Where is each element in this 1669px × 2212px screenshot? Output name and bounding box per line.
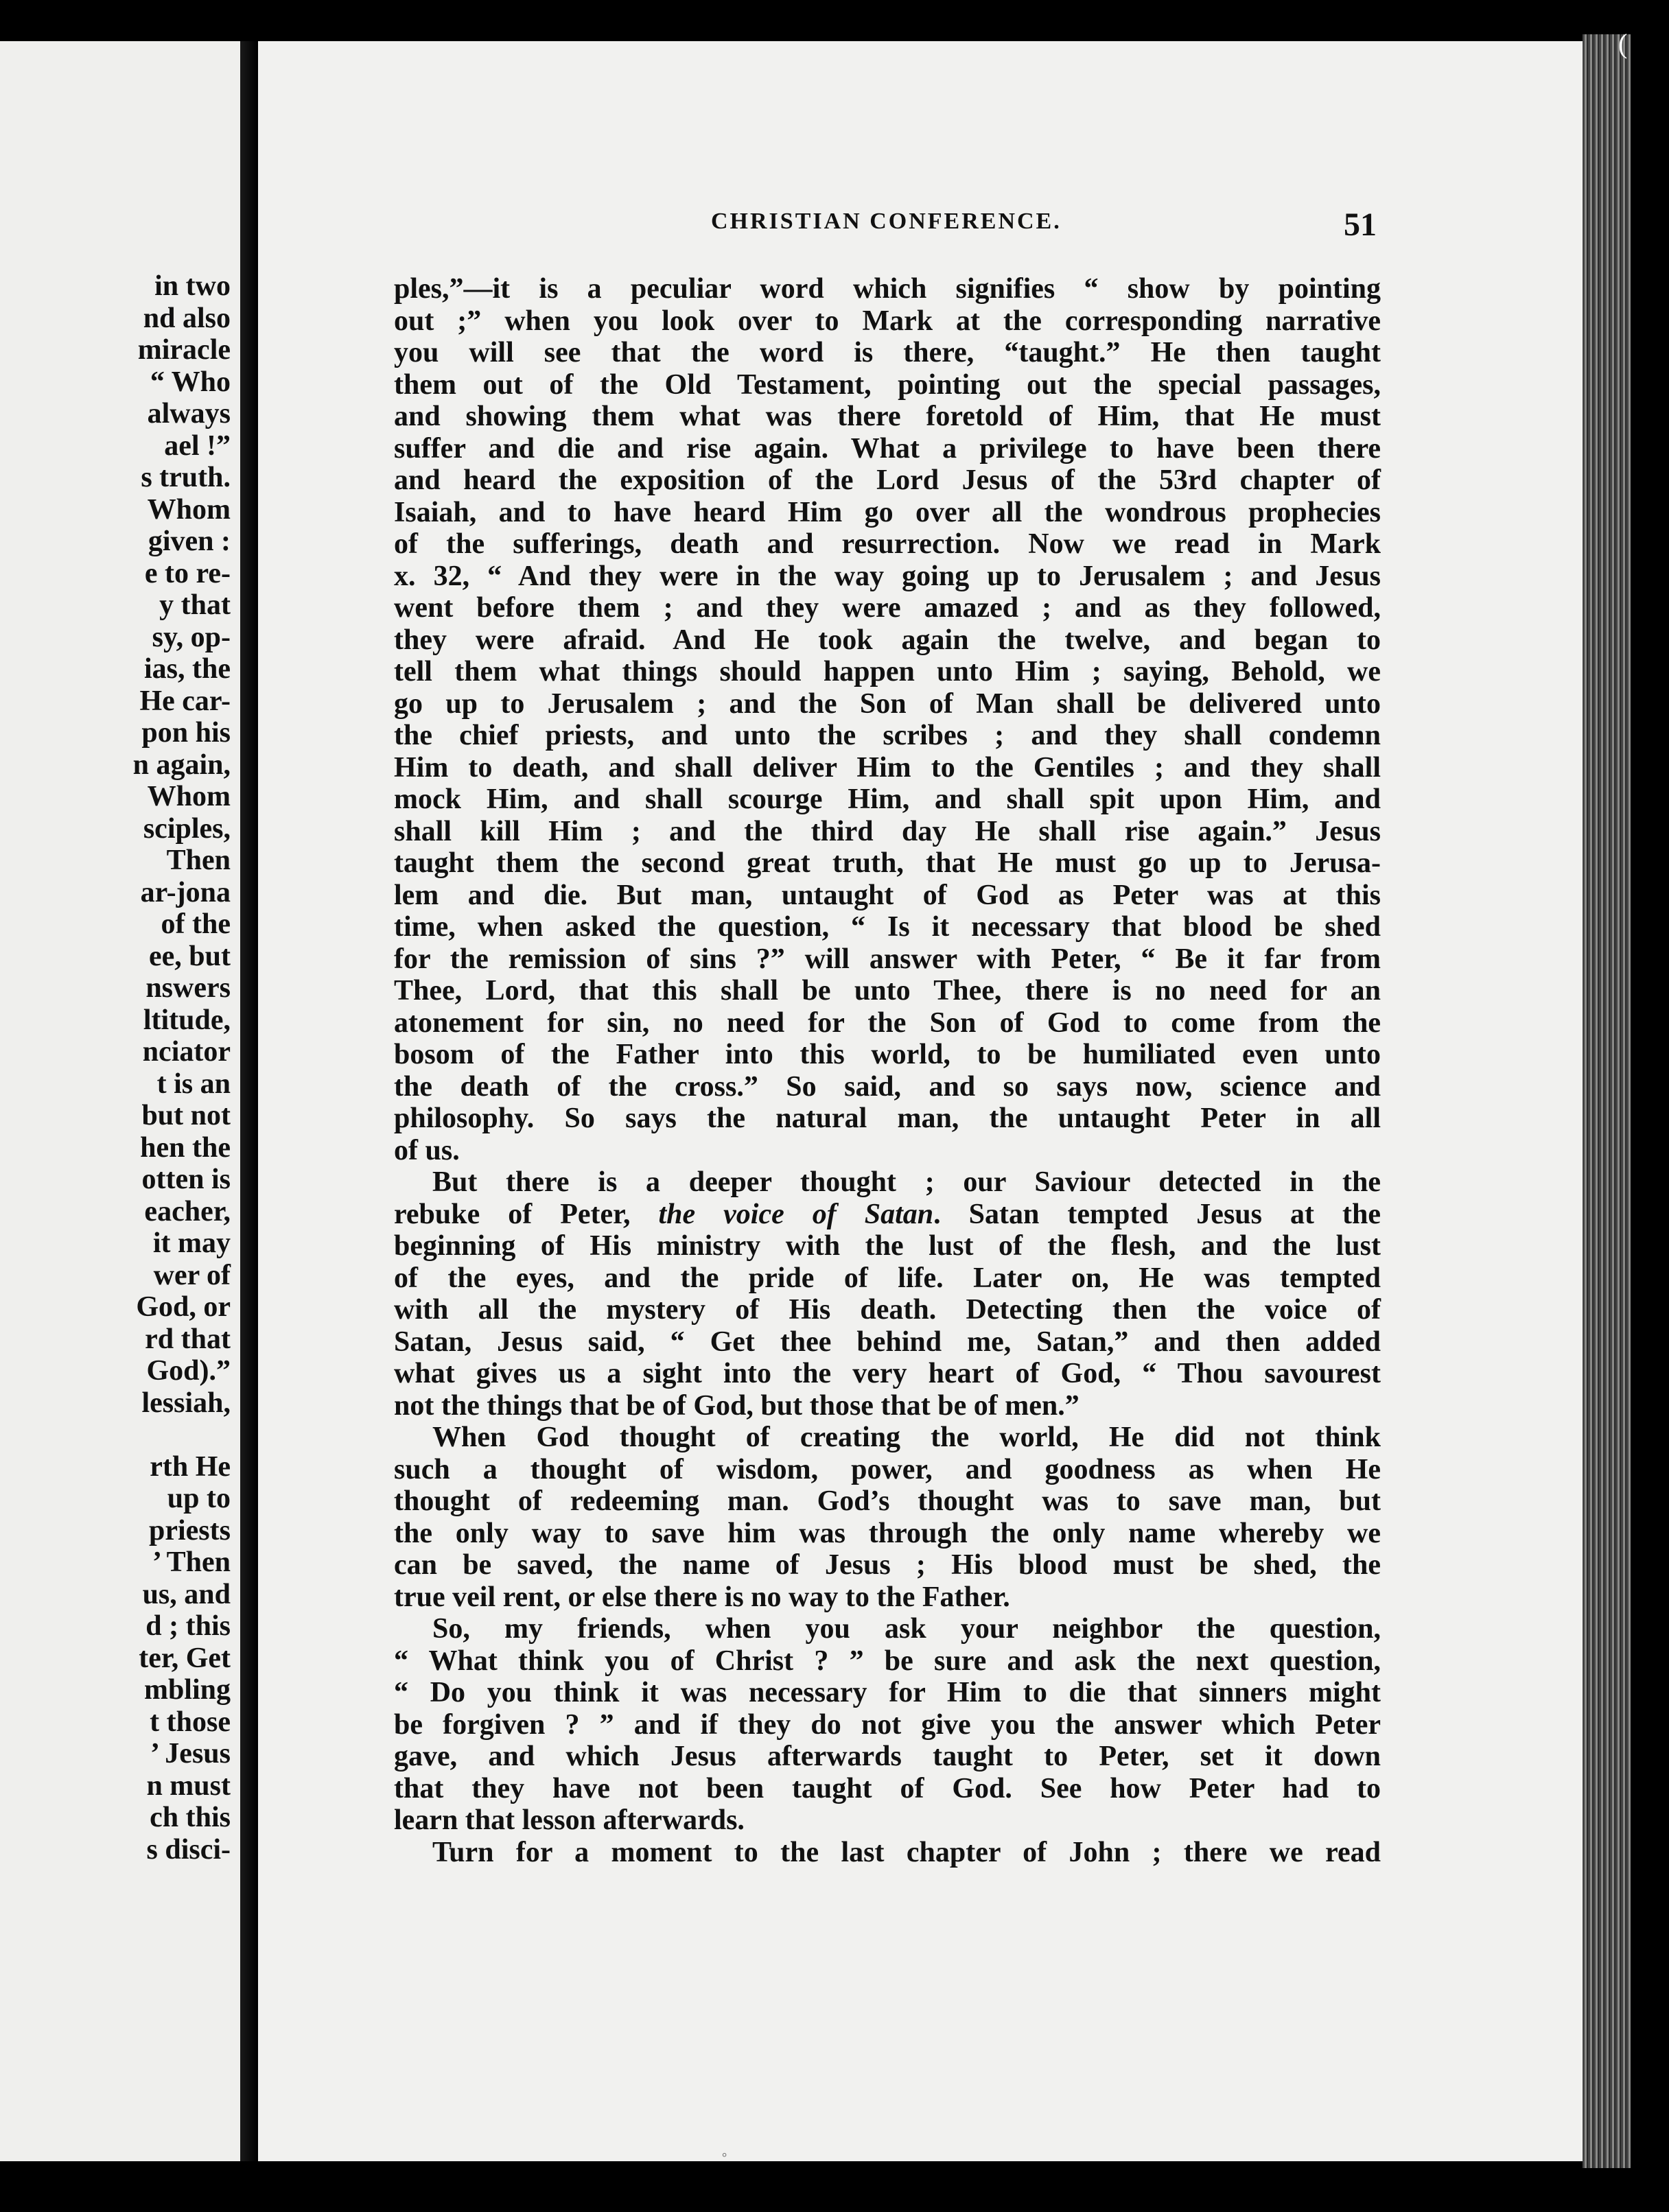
- fragment-line: rd that: [145, 1323, 231, 1355]
- fragment-line: ael !”: [164, 430, 231, 462]
- text-line: went before them ; and they were amazed ; and as they followed,: [394, 592, 1381, 624]
- text-line: the only way to save him was through the only name whereby we: [394, 1517, 1381, 1549]
- fragment-line: mbling: [143, 1674, 231, 1706]
- page-number: 51: [1344, 207, 1377, 243]
- text-line: “ What think you of Christ ? ” be sure and ask the next question,: [394, 1645, 1381, 1677]
- text-line: and heard the exposition of the Lord Jesus of the 53rd chapter of: [394, 464, 1381, 496]
- scan-mark: °: [722, 2150, 727, 2164]
- fragment-line: lessiah,: [141, 1387, 231, 1419]
- text-line: bosom of the Father into this world, to be humiliated even unto: [394, 1039, 1381, 1070]
- fragment-line: ltitude,: [143, 1004, 231, 1036]
- text-line: Satan, Jesus said, “ Get thee behind me, Satan,” and then added: [394, 1326, 1381, 1358]
- fragment-line: otten is: [141, 1164, 231, 1195]
- fragment-line: rth He: [150, 1450, 231, 1483]
- text-line: what gives us a sight into the very heart of God, “ Thou savourest: [394, 1358, 1381, 1389]
- text-line: time, when asked the question, “ Is it necessary that blood be shed: [394, 911, 1381, 943]
- fragment-line: t is an: [156, 1068, 231, 1100]
- text-line: go up to Jerusalem ; and the Son of Man shall be delivered unto: [394, 687, 1381, 720]
- text-line: be forgiven ? ” and if they do not give you the answer which Peter: [394, 1708, 1381, 1741]
- fragment-line: but not: [141, 1100, 231, 1131]
- running-title: CHRISTIAN CONFERENCE.: [711, 209, 1062, 234]
- fragment-line: ’ Jesus: [150, 1738, 231, 1769]
- corner-mark: (: [1618, 28, 1628, 59]
- text-line: Him to death, and shall deliver Him to the Gentiles ; and they shall: [394, 751, 1381, 784]
- text-line: of the sufferings, death and resurrection. Now we read in Mark: [394, 528, 1381, 560]
- fragment-line: ’ Then: [152, 1546, 231, 1578]
- text-line: the death of the cross.” So said, and so says now, science and: [394, 1070, 1381, 1103]
- fragment-line: nciator: [142, 1036, 231, 1068]
- fragment-line: God).”: [146, 1355, 231, 1387]
- text-line: learn that lesson afterwards.: [394, 1804, 745, 1836]
- fragment-line: us, and: [142, 1578, 231, 1610]
- facing-page-fragment: [0, 41, 240, 2161]
- fragment-line: sy, op-: [152, 621, 231, 653]
- text-line: gave, and which Jesus afterwards taught to Peter, set it down: [394, 1741, 1381, 1772]
- text-line: not the things that be of God, but those that be of men.”: [394, 1389, 1079, 1422]
- text-line: for the remission of sins ?” will answer with Peter, “ Be it far from: [394, 943, 1381, 975]
- text-line: taught them the second great truth, that He must go up to Jerusa-: [394, 847, 1381, 879]
- text-line: rebuke of Peter, the voice of Satan. Satan tempted Jesus at the: [394, 1198, 1381, 1230]
- text-line: with all the mystery of His death. Detecting then the voice of: [394, 1294, 1381, 1326]
- fragment-line: always: [147, 398, 231, 430]
- text-line: mock Him, and shall scourge Him, and shall spit upon Him, and: [394, 784, 1381, 815]
- fragment-line: y that: [159, 589, 231, 621]
- text-line: you will see that the word is there, “taught.” He then taught: [394, 337, 1381, 368]
- fragment-line: nswers: [145, 972, 231, 1004]
- fragment-line: “ Who: [150, 366, 231, 398]
- text-line: out ;” when you look over to Mark at the corresponding narrative: [394, 305, 1381, 337]
- fragment-line: priests: [149, 1514, 231, 1546]
- fragment-line: d ; this: [145, 1610, 231, 1642]
- text-line: can be saved, the name of Jesus ; His blood must be shed, the: [394, 1549, 1381, 1581]
- text-line: “ Do you think it was necessary for Him to die that sinners might: [394, 1677, 1381, 1708]
- text-line: ples,”—it is a peculiar word which signifies “ show by pointing: [394, 273, 1381, 305]
- fragment-line: it may: [152, 1227, 231, 1259]
- fragment-line: ch this: [150, 1802, 231, 1833]
- text-line: thought of redeeming man. God’s thought was to save man, but: [394, 1485, 1381, 1517]
- text-line: and showing them what was there foretold of Him, that He must: [394, 401, 1381, 432]
- text-line: suffer and die and rise again. What a privilege to have been there: [394, 432, 1381, 464]
- fragment-line: ias, the: [144, 653, 231, 685]
- fragment-line: s disci-: [146, 1833, 231, 1866]
- fragment-line: in two: [154, 270, 231, 302]
- text-line: Isaiah, and to have heard Him go over all the wondrous prophecies: [394, 496, 1381, 528]
- text-line: that they have not been taught of God. See how Peter had to: [394, 1772, 1381, 1804]
- text-line: of the eyes, and the pride of life. Later on, He was tempted: [394, 1262, 1381, 1294]
- book-gutter: [240, 41, 258, 2161]
- fragment-line: sciples,: [143, 812, 231, 845]
- text-line: they were afraid. And He took again the twelve, and began to: [394, 624, 1381, 656]
- text-line: Thee, Lord, that this shall be unto Thee, there is no need for an: [394, 975, 1381, 1007]
- fragment-line: e to re-: [144, 557, 231, 589]
- text-line: true veil rent, or else there is no way to the Father.: [394, 1581, 1010, 1613]
- text-line: x. 32, “ And they were in the way going up to Jerusalem ; and Jesus: [394, 560, 1381, 592]
- fragment-line: ar-jona: [140, 876, 231, 908]
- fragment-line: hen the: [140, 1131, 231, 1164]
- text-line: the chief priests, and unto the scribes ; and they shall condemn: [394, 720, 1381, 751]
- text-line: But there is a deeper thought ; our Saviour detected in the: [432, 1166, 1381, 1198]
- fragment-line: given :: [148, 526, 231, 557]
- text-line: shall kill Him ; and the third day He shall rise again.” Jesus: [394, 815, 1381, 847]
- fragment-line: n again,: [132, 749, 231, 781]
- text-line: So, my friends, when you ask your neighbor the question,: [432, 1613, 1381, 1645]
- fragment-line: God, or: [136, 1291, 231, 1323]
- fragment-line: t those: [150, 1706, 231, 1738]
- fragment-line: eacher,: [144, 1195, 231, 1227]
- fragment-line: nd also: [143, 302, 231, 334]
- fragment-line: of the: [161, 908, 231, 940]
- text-line: such a thought of wisdom, power, and goodness as when He: [394, 1453, 1381, 1485]
- text-line: philosophy. So says the natural man, the untaught Peter in all: [394, 1103, 1381, 1134]
- text-line: them out of the Old Testament, pointing out the special passages,: [394, 368, 1381, 401]
- fragment-line: ter, Get: [139, 1642, 231, 1674]
- page-edges: [1583, 34, 1631, 2168]
- text-line: lem and die. But man, untaught of God as Peter was at this: [394, 879, 1381, 911]
- fragment-line: s truth.: [141, 462, 231, 493]
- text-line: beginning of His ministry with the lust of the flesh, and the lust: [394, 1230, 1381, 1262]
- fragment-line: Whom: [147, 493, 231, 526]
- fragment-line: Whom: [147, 781, 231, 812]
- fragment-line: n must: [146, 1769, 231, 1802]
- fragment-line: pon his: [141, 717, 231, 749]
- fragment-line: up to: [167, 1483, 231, 1514]
- text-line: Turn for a moment to the last chapter of John ; there we read: [432, 1836, 1381, 1868]
- text-line: atonement for sin, no need for the Son of God to come from the: [394, 1007, 1381, 1039]
- text-line: of us.: [394, 1134, 460, 1166]
- fragment-line: miracle: [137, 334, 231, 366]
- text-line: tell them what things should happen unto Him ; saying, Behold, we: [394, 656, 1381, 687]
- fragment-line: Then: [166, 845, 231, 876]
- fragment-line: He car-: [139, 685, 231, 717]
- fragment-line: ee, but: [149, 940, 231, 972]
- text-line: When God thought of creating the world, He did not think: [432, 1422, 1381, 1453]
- body-text: [394, 273, 1381, 1868]
- fragment-line: wer of: [153, 1259, 231, 1291]
- italic-phrase: the voice of Satan: [658, 1198, 934, 1230]
